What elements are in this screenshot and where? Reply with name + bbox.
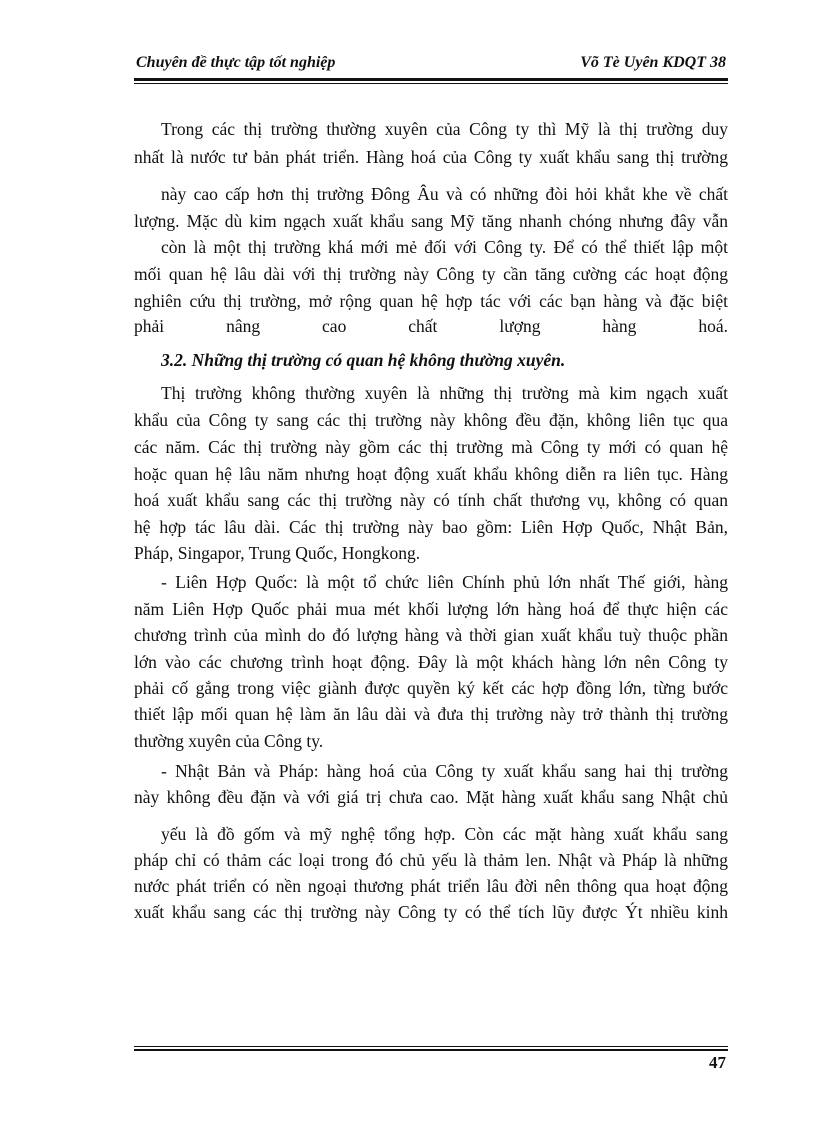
text-line: Thị trường không thường xuyên là những thị trường mà kim ngạch xuất [161,383,728,403]
text-line: phải cố gắng trong việc giành được quyền ký kết các hợp đồng lớn, từng bước [134,678,728,698]
header-title: Chuyên đề thực tập tốt nghiệp [136,54,336,71]
text-line: - Liên Hợp Quốc: là một tổ chức liên Chính phủ lớn nhất Thế giới, hàng [161,572,728,592]
text-line: lượng. Mặc dù kim ngạch xuất khẩu sang Mỹ tăng nhanh chóng nhưng đây vẫn [134,211,728,231]
header-author: Võ Tè Uyên KDQT 38 [580,54,726,71]
header-rule-thick [134,78,728,81]
text-line: thường xuyên của Công ty. [134,731,324,751]
text-line: phải nâng cao chất lượng hàng hoá. [134,316,728,336]
header-rule-thin [134,83,728,84]
text-line: khẩu của Công ty sang các thị trường này không đều đặn, không liên tục qua [134,410,728,430]
page-footer [134,1040,728,1080]
section-subheading: 3.2. Những thị trường có quan hệ không thường xuyên. [161,350,566,370]
text-line: năm Liên Hợp Quốc phải mua mét khối lượng lớn hàng hoá để thực hiện các [134,599,728,619]
footer-rule-thin [134,1046,728,1047]
text-line: thiết lập mối quan hệ làm ăn lâu dài và đưa thị trường này trở thành thị trường [134,704,728,724]
text-line: xuất khẩu sang các thị trường này Công ty có thể tích lũy được Ýt nhiều kinh [134,902,728,922]
text-line: yếu là đồ gốm và mỹ nghệ tổng hợp. Còn các mặt hàng xuất khẩu sang [161,824,728,844]
text-line: này không đều đặn và với giá trị chưa cao. Mặt hàng xuất khẩu sang Nhật chủ [134,787,728,807]
text-line: lớn vào các chương trình hoạt động. Đây là một khách hàng lớn nên Công ty [134,652,728,672]
text-line: pháp chỉ có thảm các loại trong đó chủ yếu là thảm len. Nhật và Pháp là những [134,850,728,870]
text-line: các năm. Các thị trường này gồm các thị trường mà Công ty mới có quan hệ [134,437,728,457]
text-line: nước phát triển có nền ngoại thương phát triển lâu đời nên thông qua hoạt động [134,876,728,896]
text-line: Pháp, Singapor, Trung Quốc, Hongkong. [134,543,421,563]
text-line: hoặc quan hệ lâu năm nhưng hoạt động xuất khẩu không diễn ra liên tục. Hàng [134,464,728,484]
page-number: 47 [709,1053,726,1072]
text-line: này cao cấp hơn thị trường Đông Âu và có những đòi hỏi khắt khe về chất [161,184,728,204]
page-header [134,48,728,78]
text-line: - Nhật Bản và Pháp: hàng hoá của Công ty xuất khẩu sang hai thị trường [161,761,728,781]
text-line: còn là một thị trường khá mới mẻ đối với Công ty. Để có thể thiết lập một [161,237,728,257]
text-line: chương trình của mình do đó lượng hàng và thời gian xuất khẩu tuỳ thuộc phần [134,625,728,645]
text-line: hoá xuất khẩu sang các thị trường này có tính chất thương vụ, không có quan [134,490,728,510]
footer-rule-thick [134,1049,728,1051]
text-line: hệ hợp tác lâu dài. Các thị trường này bao gồm: Liên Hợp Quốc, Nhật Bản, [134,517,728,537]
text-line: Trong các thị trường thường xuyên của Công ty thì Mỹ là thị trường duy [161,119,728,139]
text-line: nghiên cứu thị trường, mở rộng quan hệ hợp tác với các bạn hàng và đặc biệt [134,291,728,311]
text-line: mối quan hệ lâu dài với thị trường này Công ty cần tăng cường các hoạt động [134,264,728,284]
text-line: nhất là nước tư bản phát triển. Hàng hoá của Công ty xuất khẩu sang thị trường [134,147,728,167]
